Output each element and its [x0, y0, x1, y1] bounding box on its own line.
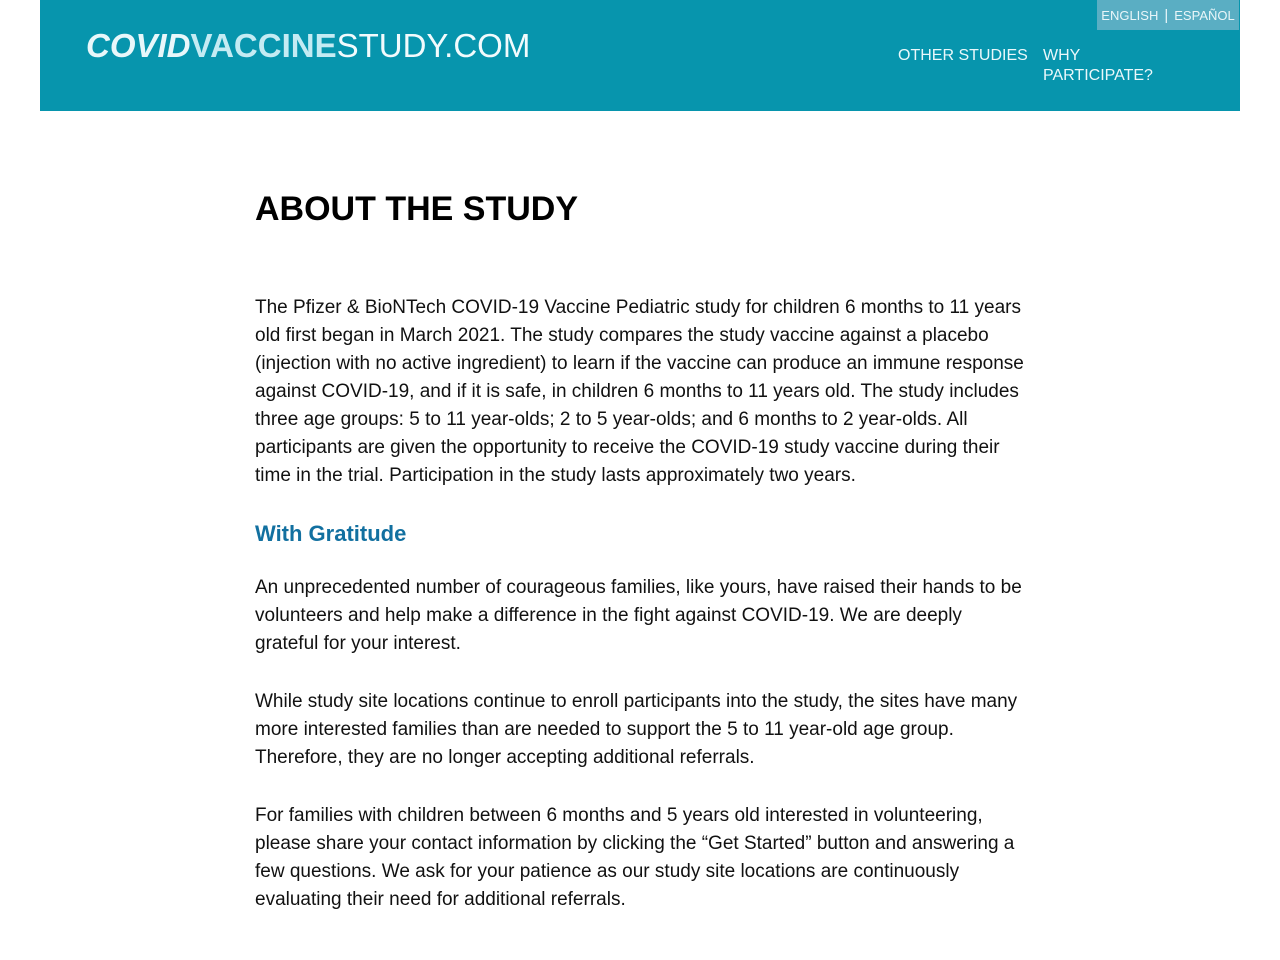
- gratitude-heading: With Gratitude: [255, 521, 407, 546]
- nav-why-line2: PARTICIPATE?: [1043, 67, 1153, 84]
- page-title: ABOUT THE STUDY: [255, 190, 578, 228]
- intro-paragraph: The Pfizer & BioNTech COVID-19 Vaccine Pediatric study for children 6 months to 11 years old first began in March 2021. The study compares the study vaccine against a placebo (injection with no active ingredient) to learn if the vaccine can produce an immune response against COVID-19, and if it is safe, in children 6 months to 11 years old. The study includes three age groups: 5 to 11 year-olds; 2 to 5 year-olds; and 6 months to 2 year-olds. All participants are given the opportunity to receive the COVID-19 study vaccine during their time in the trial. Participation in the study lasts approximately two years.: [255, 297, 1024, 486]
- language-switcher: [1097, 0, 1239, 30]
- site-logo[interactable]: [86, 28, 530, 64]
- logo-part-vaccine: VACCINE: [190, 27, 337, 64]
- site-header: [40, 0, 1240, 111]
- language-spanish-link[interactable]: ESPAÑOL: [1174, 7, 1235, 23]
- gratitude-paragraph: An unprecedented number of courageous families, like yours, have raised their hands to be volunteers and help make a difference in the fight against COVID-19. We are deeply grateful for your interest.: [255, 577, 1022, 654]
- sites-paragraph: While study site locations continue to enroll participants into the study, the sites have many more interested families than are needed to support the 5 to 11 year-old age group. Therefore, they are no longer accepting additional referrals.: [255, 691, 1018, 768]
- nav-why-participate[interactable]: [1043, 46, 1153, 86]
- main-content: [255, 188, 1030, 914]
- families-paragraph: For families with children between 6 months and 5 years old interested in volunteering, please share your contact information by clicking the “Get Started” button and answering a few questions. We ask for your patience as our study site locations are continuously evaluating their need for additional referrals.: [255, 805, 1015, 910]
- language-english-link[interactable]: ENGLISH: [1101, 7, 1159, 23]
- logo-part-study: STUDY.COM: [336, 27, 531, 64]
- language-separator: |: [1164, 6, 1169, 24]
- logo-part-covid: COVID: [86, 27, 191, 64]
- nav-other-studies[interactable]: OTHER STUDIES: [898, 47, 1028, 64]
- nav-why-line1: WHY: [1043, 47, 1081, 64]
